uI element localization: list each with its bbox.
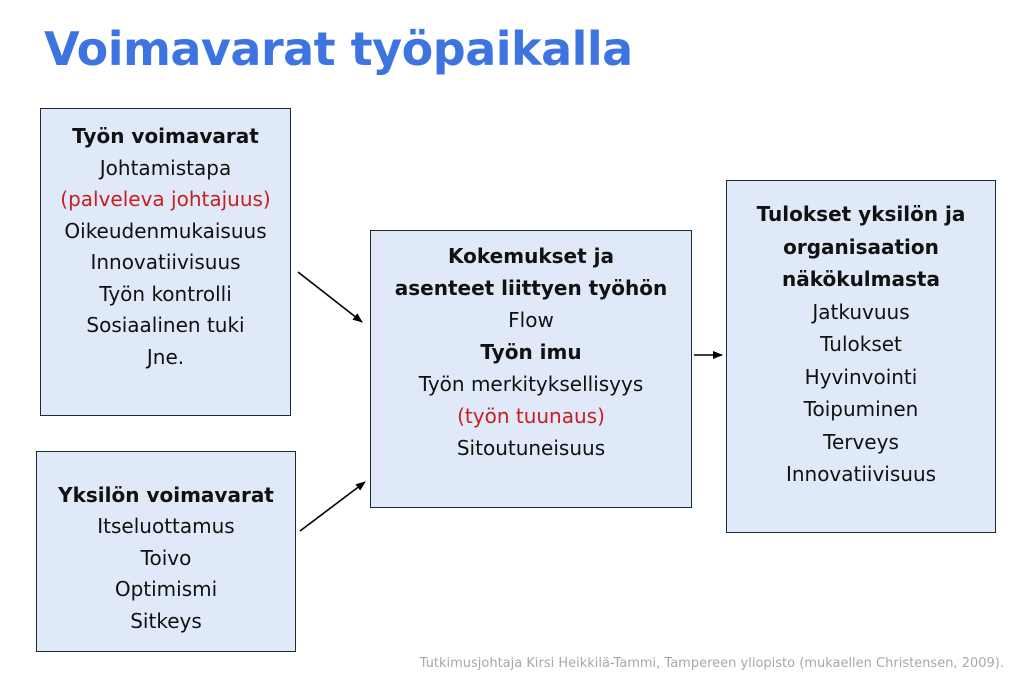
experiences-item: Sitoutuneisuus [456, 436, 606, 460]
work-resources-heading: Työn voimavarat [72, 124, 259, 148]
outcomes-item: Innovatiivisuus [785, 462, 937, 486]
outcomes-item: Tulokset [820, 332, 902, 356]
work-resources-item: Työn kontrolli [99, 281, 232, 306]
experiences-item-highlight: (työn tuunaus) [457, 404, 605, 428]
work-resources-item: Sosiaalinen tuki [86, 313, 245, 337]
experiences-heading-line: asenteet liittyen työhön [394, 276, 668, 300]
outcomes-heading-line: organisaation [783, 234, 939, 259]
experiences-item-bold: Työn imu [480, 340, 582, 364]
outcomes-heading-line: Tulokset yksilön ja [756, 202, 966, 226]
individual-resources-box [36, 451, 296, 652]
individual-resources-heading: Yksilön voimavarat [58, 482, 274, 507]
work-resources-item-highlight: (palveleva johtajuus) [60, 187, 271, 211]
experiences-heading-line: Kokemukset ja [448, 244, 614, 268]
source-credit: Tutkimusjohtaja Kirsi Heikkilä-Tammi, Tampereen yliopisto (mukaellen Christensen, 2009). [419, 656, 1004, 671]
individual-resources-item: Toivo [140, 545, 192, 570]
experiences-item: Flow [508, 308, 554, 332]
outcomes-box [726, 180, 996, 533]
outcomes-item: Jatkuvuus [812, 299, 910, 324]
individual-resources-item: Sitkeys [130, 608, 202, 633]
experiences-item: Työn merkityksellisyys [418, 372, 644, 396]
arrow-work-to-experiences [298, 272, 362, 322]
outcomes-item: Hyvinvointi [804, 364, 918, 389]
work-resources-box [40, 108, 291, 416]
experiences-box [370, 230, 692, 508]
outcomes-item: Terveys [823, 429, 899, 454]
page-title: Voimavarat työpaikalla [44, 22, 633, 76]
individual-resources-item: Itseluottamus [97, 514, 235, 539]
outcomes-heading-line: näkökulmasta [782, 267, 940, 291]
work-resources-item: Johtamistapa [99, 155, 232, 180]
outcomes-item: Toipuminen [803, 397, 919, 421]
individual-resources-item: Optimismi [114, 577, 218, 602]
work-resources-item: Oikeudenmukaisuus [64, 218, 267, 243]
arrow-individual-to-experiences [300, 482, 365, 531]
work-resources-item: Jne. [146, 344, 185, 369]
work-resources-item: Innovatiivisuus [90, 250, 241, 274]
